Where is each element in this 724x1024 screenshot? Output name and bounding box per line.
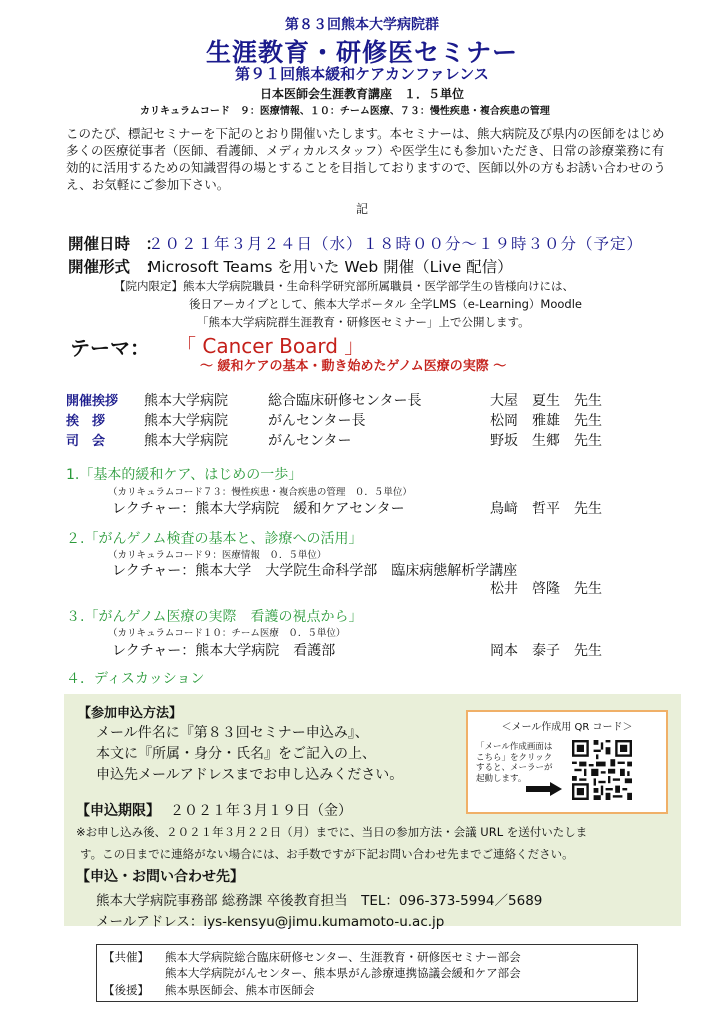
deadline-value: ２０２１年３月１９日（金）: [170, 803, 352, 819]
application-line: メール件名に『第８３回セミナー申込み』、: [96, 725, 369, 741]
role-org: 熊本大学病院: [144, 393, 228, 409]
role-name: 大屋 夏生 先生: [490, 393, 602, 409]
role-name: 野坂 生郷 先生: [490, 433, 602, 449]
session-title: 1.「基本的緩和ケア、はじめの一歩」: [66, 467, 303, 483]
role-title: がんセンター: [268, 433, 352, 449]
session-title: ３.「がんゲノム医療の実際 看護の視点から」: [66, 609, 363, 625]
role-org: 熊本大学病院: [144, 433, 228, 449]
host-label: 【共催】: [103, 950, 149, 964]
format-label: 開催形式 ：: [68, 258, 162, 276]
intro-paragraph: このたび、標記セミナーを下記のとおり開催いたします。本セミナーは、熊大病院及び県内の医師をはじめ多くの医療従事者（医師、看護師、メディカルスタッフ）や医学生にも参加いただき、日常の診療業務に有効的に活用するための知識習得の場とすることを目指しておりますので、医師以外の方もお誘い合わせのうえ、お気軽にご参加下さい。: [66, 126, 666, 192]
support-label: 【後援】: [103, 983, 149, 997]
deadline-heading: 【申込期限】: [76, 803, 160, 819]
archive-note-3: 「熊本大学病院群生涯教育・研修医セミナー」上で公開します。: [197, 315, 530, 329]
role-label: 司 会: [66, 434, 106, 449]
application-line: 本文に『所属・身分・氏名』をご記入の上、: [96, 746, 376, 762]
session-curriculum: （カリキュラムコード９：医療情報 ０．５単位）: [108, 550, 327, 561]
session-lecturer: レクチャー：熊本大学 大学院生命科学部 臨床病態解析学講座: [112, 563, 518, 579]
application-line: 申込先メールアドレスまでお申し込みください。: [96, 767, 404, 783]
conference-title: 第９１回熊本緩和ケアカンファレンス: [235, 65, 489, 83]
contact-heading: 【申込・お問い合わせ先】: [76, 869, 244, 885]
session-lecturer: レクチャー：熊本大学病院 看護部: [112, 643, 336, 659]
role-label: 開催挨拶: [66, 394, 119, 409]
theme-subtitle: ～ 緩和ケアの基本・動き始めたゲノム医療の実際 ～: [200, 359, 507, 374]
application-heading: 【参加申込方法】: [78, 706, 183, 721]
session-title: ２.「がんゲノム検査の基本と、診療への活用」: [66, 531, 363, 547]
contact-phone: 熊本大学病院事務部 総務課 卒後教育担当 TEL：096-373-5994／5689: [96, 893, 543, 909]
theme-label: テーマ：: [70, 336, 150, 360]
role-title: がんセンター長: [268, 413, 366, 429]
session-speaker: 松井 啓隆 先生: [490, 581, 602, 597]
role-name: 松岡 雅雄 先生: [490, 413, 602, 429]
host-line: 熊本大学病院がんセンター、熊本県がん診療連携協議会緩和ケア部会: [165, 966, 521, 980]
archive-note-2: 後日アーカイブとして、熊本大学ポータル 全学LMS（e-Learning）Moodle: [189, 297, 583, 311]
session-curriculum: （カリキュラムコード１０：チーム医療 ０．５単位）: [108, 628, 346, 639]
role-label: 挨 拶: [66, 414, 106, 429]
deadline-note: す。この日までに連絡がない場合には、お手数ですが下記お問い合わせ先までご連絡ください。: [80, 847, 574, 861]
session-speaker: 岡本 泰子 先生: [490, 643, 602, 659]
qr-label: ＜メール作成用 QR コード＞: [501, 722, 633, 733]
session-speaker: 鳥﨑 哲平 先生: [490, 501, 602, 517]
qr-panel: [466, 710, 668, 814]
role-title: 総合臨床研修センター長: [268, 393, 422, 409]
header-org: 第８３回熊本大学病院群: [285, 17, 439, 33]
date-value: ２０２１年３月２４日（水）１８時００分～１９時３０分（予定）: [148, 235, 644, 253]
session-lecturer: レクチャー：熊本大学病院 緩和ケアセンター: [112, 501, 405, 517]
format-value: Microsoft Teams を用いた Web 開催（Live 配信）: [148, 258, 513, 276]
qr-code-icon[interactable]: [572, 740, 632, 800]
theme-title: 「 Cancer Board 」: [176, 334, 365, 358]
contact-email[interactable]: メールアドレス：iys-kensyu@jimu.kumamoto-u.ac.jp: [96, 914, 445, 930]
deadline-note: ※お申し込み後、２０２１年３月２２日（月）までに、当日の参加方法・会議 URL を送付いたしま: [76, 825, 588, 839]
arrow-right-icon: [526, 782, 562, 796]
support-line: 熊本県医師会、熊本市医師会: [165, 983, 315, 997]
page-title: 生涯教育・研修医セミナー: [205, 38, 518, 67]
qr-instruction: 「メール作成画面はこちら」をクリックすると、メーラーが起動します。: [476, 742, 553, 784]
ki-mark: 記: [356, 202, 369, 216]
curriculum-codes: カリキュラムコード ９：医療情報、１０：チーム医療、７３：慢性疾患・複合疾患の管理: [140, 106, 550, 117]
session-title: ４．ディスカッション: [66, 671, 205, 687]
sponsor-box: [96, 944, 638, 1002]
role-org: 熊本大学病院: [144, 413, 228, 429]
host-line: 熊本大学病院総合臨床研修センター、生涯教育・研修医セミナー部会: [165, 950, 521, 964]
date-label: 開催日時 ：: [68, 235, 162, 253]
session-curriculum: （カリキュラムコード７３：慢性疾患・複合疾患の管理 ０．５単位）: [108, 487, 412, 498]
credit-info: 日本医師会生涯教育講座 １．５単位: [259, 87, 464, 101]
archive-note-1: 【院内限定】熊本大学病院職員・生命科学研究部所属職員・医学部学生の皆様向けには、: [114, 279, 574, 293]
